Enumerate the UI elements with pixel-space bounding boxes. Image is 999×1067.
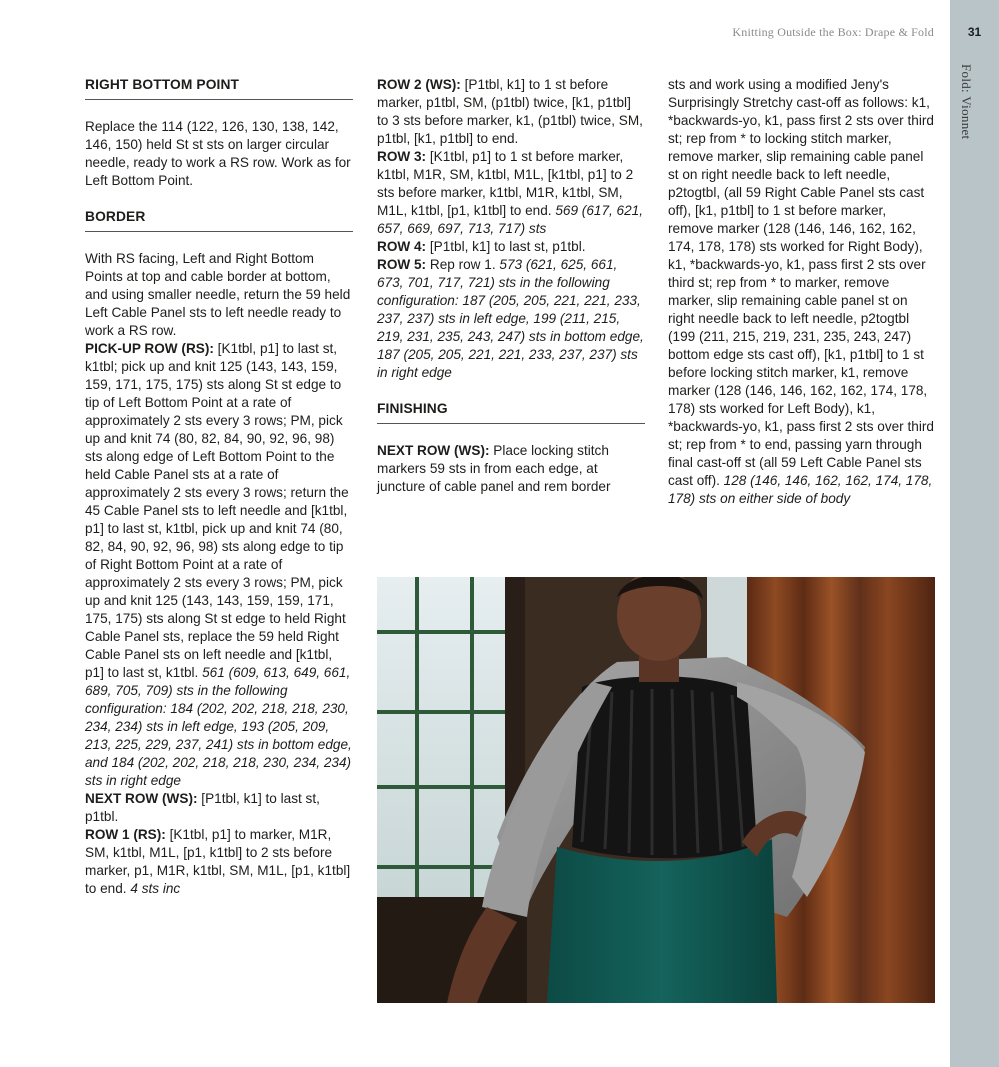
- section-title-border: BORDER: [85, 208, 353, 232]
- row-1-count: 4 sts inc: [130, 881, 181, 896]
- next-row-label: NEXT ROW (WS):: [85, 791, 198, 806]
- row-5-label: ROW 5:: [377, 257, 427, 272]
- pickup-row-label: PICK-UP ROW (RS):: [85, 341, 214, 356]
- row-1-text: [K1tbl, p1] to marker, M1R, SM, k1tbl, M1L, [p1, k1tbl] to 2 sts before marker, p1, M1R, k1tbl, SM, M1L, [p1, k1tbl] to end.: [85, 827, 351, 896]
- paragraph-next-row: [85, 790, 353, 826]
- section-title-right-bottom-point: RIGHT BOTTOM POINT: [85, 76, 353, 100]
- row-2-label: ROW 2 (WS):: [377, 77, 461, 92]
- paragraph-row-3: [377, 148, 645, 238]
- column-1: [85, 76, 353, 898]
- cast-off-text: sts and work using a modified Jeny's Surprisingly Stretchy cast-off as follows: k1, *backwards-yo, k1, pass first 2 sts over third st; rep from * to locking stitch marker, remove marker, slip remaining cable panel st on right needle back to left needle, p2togtbl, (all 59 Right Cable Panel sts cast off), [k1, p1tbl] to 1 st before marker, remove marker (128 (146, 146, 162, 162, 174, 178, 178) sts worked for Right Body), k1, *backwards-yo, k1, pass first 2 sts over third st; rep from * to marker, remove marker, slip remaining cable panel st on right needle back to left needle, p2togtbl (199 (211, 215, 219, 231, 235, 243, 247) bottom edge sts cast off), [k1, p1tbl] to 1 st before locking stitch marker, k1, remove marker (128 (146, 146, 162, 162, 174, 178, 178) sts worked for Left Body), k1, *backwards-yo, k1, pass first 2 sts over third st; rep from * to end, passing yarn through final cast-off st (all 59 Left Cable Panel sts cast off).: [668, 77, 934, 488]
- paragraph-finishing-next-row: [377, 442, 645, 496]
- paragraph-pickup-row: [85, 340, 353, 790]
- side-chapter-label: Fold: Vionnet: [959, 64, 974, 140]
- row-3-text: [K1tbl, p1] to 1 st before marker, k1tbl, M1R, SM, k1tbl, M1L, [k1tbl, p1] to 2 sts before marker, k1tbl, M1R, k1tbl, SM, M1L, k1tbl, [p1, k1tbl] to end.: [377, 149, 634, 218]
- paragraph-cast-off: [668, 76, 934, 508]
- section-title-finishing: FINISHING: [377, 400, 645, 424]
- paragraph-row-2: [377, 76, 645, 148]
- next-row-text: [P1tbl, k1] to last st, p1tbl.: [85, 791, 320, 824]
- row-5-count: 573 (621, 625, 661, 673, 701, 717, 721) sts in the following configuration: 187 (205, 205, 221, 221, 233, 237, 237) sts in left edge, 199 (211, 215, 219, 231, 235, 243, 247) sts in bottom edge, 187 (205, 205, 221, 221, 233, 237, 237) sts in right edge: [377, 257, 644, 380]
- row-2-text: [P1tbl, k1] to 1 st before marker, p1tbl, SM, (p1tbl) twice, [k1, p1tbl] to 3 sts before marker, k1, (p1tbl) twice, SM, p1tbl, [k1, p1tbl] to end.: [377, 77, 643, 146]
- cast-off-count: 128 (146, 146, 162, 162, 174, 178, 178) sts on either side of body: [668, 473, 933, 506]
- model-photo-illustration: [377, 577, 935, 1003]
- paragraph-right-bottom-point: Replace the 114 (122, 126, 130, 138, 142, 146, 150) held St st sts on larger circular needle, ready to work a RS row. Work as for Left Bottom Point.: [85, 119, 351, 188]
- pickup-row-count: 561 (609, 613, 649, 661, 689, 705, 709) sts in the following configuration: 184 (202, 202, 218, 218, 230, 234, 234) sts in left edge, 193 (205, 209, 213, 225, 229, 237, 241) sts in bottom edge, and 184 (202, 202, 218, 218, 230, 234, 234) sts in right edge: [85, 665, 352, 788]
- row-3-label: ROW 3:: [377, 149, 427, 164]
- page-number: 31: [967, 25, 982, 39]
- column-3: [668, 76, 934, 508]
- running-header: Knitting Outside the Box: Drape & Fold: [732, 25, 934, 39]
- paragraph-border-intro: With RS facing, Left and Right Bottom Points at top and cable border at bottom, and using smaller needle, return the 59 held Left Cable Panel sts to left needle ready to work a RS row.: [85, 251, 351, 338]
- finishing-next-row-label: NEXT ROW (WS):: [377, 443, 490, 458]
- column-2: [377, 76, 645, 496]
- side-band: [950, 0, 999, 1067]
- row-4-label: ROW 4:: [377, 239, 427, 254]
- row-3-count: 569 (617, 621, 657, 669, 697, 713, 717) sts: [377, 203, 644, 236]
- pickup-row-text: [K1tbl, p1] to last st, k1tbl; pick up and knit 125 (143, 143, 159, 159, 171, 175, 175) sts along St st edge to tip of Left Bottom Point at a rate of approximately 2 sts every 3 rows; PM, pick up and knit 74 (80, 82, 84, 90, 92, 96, 98) sts along edge of Left Bottom Point to the held Cable Panel sts at a rate of approximately 2 sts every 3 rows; return the 45 Cable Panel sts to left needle and [k1tbl, p1] to last st, k1tbl, pick up and knit 74 (80, 82, 84, 90, 92, 96, 98) sts along edge to tip of Right Bottom Point at a rate of approximately 2 sts every 3 rows; PM, pick up and knit 125 (143, 143, 159, 159, 171, 175, 175) sts along St st edge to held Right Cable Panel sts, replace the 59 held Right Cable Panel sts on left needle and [k1tbl, p1] to last st, k1tbl.: [85, 341, 349, 680]
- paragraph-row-1: [85, 826, 353, 898]
- finishing-next-row-text: Place locking stitch markers 59 sts in from each edge, at juncture of cable panel and rem border: [377, 443, 611, 494]
- paragraph-row-4: [377, 238, 645, 256]
- paragraph-row-5: [377, 256, 645, 382]
- row-5-text: Rep row 1.: [426, 257, 500, 272]
- model-photo: [377, 577, 935, 1003]
- row-4-text: [P1tbl, k1] to last st, p1tbl.: [426, 239, 586, 254]
- row-1-label: ROW 1 (RS):: [85, 827, 166, 842]
